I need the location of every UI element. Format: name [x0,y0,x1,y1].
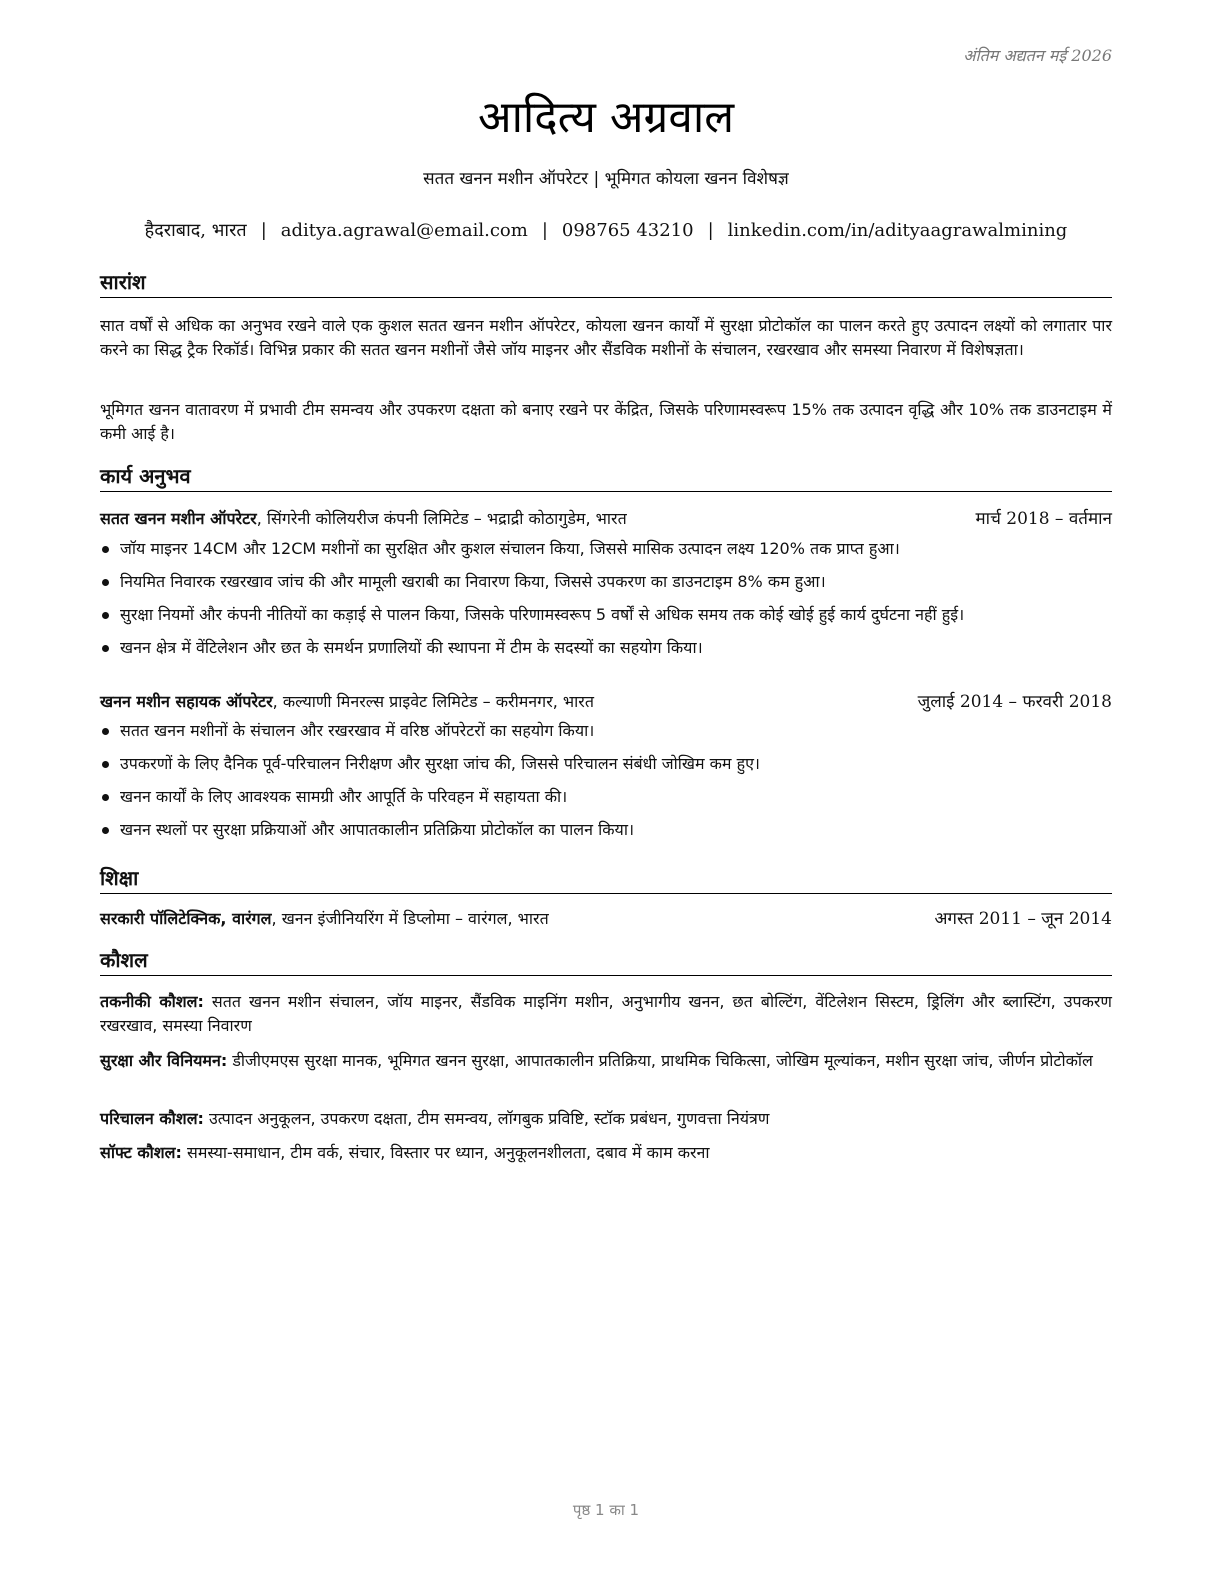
bullet-text: खनन स्थलों पर सुरक्षा प्रक्रियाओं और आपातकालीन प्रतिक्रिया प्रोटोकॉल का पालन किया। [120,820,635,839]
bullet-text: सुरक्षा नियमों और कंपनी नीतियों का कड़ाई से पालन किया, जिसके परिणामस्वरूप 5 वर्षों से अधिक समय तक कोई खोई हुई कार्य दुर्घटना नहीं हुई। [120,605,965,624]
bullet-text: खनन कार्यों के लिए आवश्यक सामग्री और आपूर्ति के परिवहन में सहायता की। [120,787,568,806]
candidate-name: आदित्य अग्रवाल [477,92,735,143]
job-role: सतत खनन मशीन ऑपरेटर [100,509,257,528]
skill-group-label: सुरक्षा और विनियमन: [100,1051,228,1070]
skill-group-text: समस्या-समाधान, टीम वर्क, संचार, विस्तार पर ध्यान, अनुकूलनशीलता, दबाव में काम करना [181,1143,710,1162]
summary-heading: सारांश [100,268,1112,298]
bullet-icon [102,612,109,619]
job-dates: मार्च 2018 – वर्तमान [975,509,1112,529]
job-company: , सिंगरेनी कोलियरीज कंपनी लिमिटेड – भद्राद्री कोठागुडेम, भारत [256,509,627,528]
bullet-icon [102,761,109,768]
skill-group-label: सॉफ्ट कौशल: [100,1143,182,1162]
education-heading: शिक्षा [100,864,1112,894]
bullet-icon [102,579,109,586]
job-bullet-list [100,536,1112,668]
bullet-icon [102,794,109,801]
experience-heading: कार्य अनुभव [100,462,1112,492]
job-company: , कल्याणी मिनरल्स प्राइवेट लिमिटेड – करीमनगर, भारत [272,692,594,711]
bullet-text: नियमित निवारक रखरखाव जांच की और मामूली खराबी का निवारण किया, जिससे उपकरण का डाउनटाइम 8% कम हुआ। [120,572,826,591]
skill-group-text: सतत खनन मशीन संचालन, जॉय माइनर, सैंडविक माइनिंग मशीन, अनुभागीय खनन, छत बोल्टिंग, वेंटिलेशन सिस्टम, ड्रिलिंग और ब्लास्टिंग, उपकरण रखरखाव, समस्या निवारण [100,992,1112,1035]
contact-separator: | [260,220,267,241]
skill-group-label: परिचालन कौशल: [100,1109,204,1128]
education-entry [100,906,1112,932]
skills-heading: कौशल [100,946,1112,976]
bullet-icon [102,728,109,735]
job-role: खनन मशीन सहायक ऑपरेटर [100,692,273,711]
skill-group [100,1107,1112,1131]
contact-linkedin[interactable]: linkedin.com/in/adityaagrawalmining [727,220,1068,241]
list-item [100,602,1112,635]
skill-group [100,990,1112,1038]
bullet-icon [102,827,109,834]
list-item [100,635,1112,668]
skill-group [100,1049,1112,1073]
contact-phone: 098765 43210 [561,220,694,241]
contact-line [100,218,1112,244]
contact-location: हैदराबाद, भारत [144,220,247,241]
headline: सतत खनन मशीन ऑपरेटर | भूमिगत कोयला खनन विशेषज्ञ [423,169,789,189]
bullet-text: खनन क्षेत्र में वेंटिलेशन और छत के समर्थन प्रणालियों की स्थापना में टीम के सदस्यों का सहयोग किया। [120,638,703,657]
contact-email[interactable]: aditya.agrawal@email.com [280,220,528,241]
bullet-icon [102,645,109,652]
job-header [100,506,1112,532]
skill-group-text: डीजीएमएस सुरक्षा मानक, भूमिगत खनन सुरक्षा, आपातकालीन प्रतिक्रिया, प्राथमिक चिकित्सा, जोखिम मूल्यांकन, मशीन सुरक्षा जांच, जीर्णन प्रोटोकॉल [227,1051,1093,1070]
list-item [100,569,1112,602]
list-item [100,751,1112,784]
contact-separator: | [707,220,714,241]
education-institution: सरकारी पॉलिटेक्निक, वारंगल [100,909,272,928]
education-dates: अगस्त 2011 – जून 2014 [934,909,1112,929]
bullet-icon [102,546,109,553]
job-bullet-list [100,718,1112,850]
page-number: पृष्ठ 1 का 1 [572,1501,640,1519]
job-header [100,689,1112,715]
skill-group-text: उत्पादन अनुकूलन, उपकरण दक्षता, टीम समन्वय, लॉगबुक प्रविष्टि, स्टॉक प्रबंधन, गुणवत्ता नियंत्रण [203,1109,770,1128]
list-item [100,817,1112,850]
bullet-text: सतत खनन मशीनों के संचालन और रखरखाव में वरिष्ठ ऑपरेटरों का सहयोग किया। [120,721,595,740]
job-dates: जुलाई 2014 – फरवरी 2018 [917,692,1112,712]
summary-paragraph-1: सात वर्षों से अधिक का अनुभव रखने वाले एक कुशल सतत खनन मशीन ऑपरेटर, कोयला खनन कार्यों में सुरक्षा प्रोटोकॉल का पालन करते हुए उत्पादन लक्ष्यों को लगातार पार करने का सिद्ध ट्रैक रिकॉर्ड। विभिन्न प्रकार की सतत खनन मशीनों जैसे जॉय माइनर और सैंडविक मशीनों के संचालन, रखरखाव और समस्या निवारण में विशेषज्ञता। [100,316,1112,359]
bullet-text: उपकरणों के लिए दैनिक पूर्व-परिचालन निरीक्षण और सुरक्षा जांच की, जिससे परिचालन संबंधी जोखिम कम हुए। [120,754,760,773]
list-item [100,718,1112,751]
resume-page [100,0,1112,1584]
skill-group [100,1141,1112,1165]
skill-group-label: तकनीकी कौशल: [100,992,204,1011]
education-detail: , खनन इंजीनियरिंग में डिप्लोमा – वारंगल, भारत [271,909,549,928]
list-item [100,784,1112,817]
summary-paragraph-2: भूमिगत खनन वातावरण में प्रभावी टीम समन्वय और उपकरण दक्षता को बनाए रखने पर केंद्रित, जिसके परिणामस्वरूप 15% तक उत्पादन वृद्धि और 10% तक डाउनटाइम में कमी आई है। [100,400,1112,443]
last-updated: अंतिम अद्यतन मई 2026 [963,46,1112,65]
list-item [100,536,1112,569]
bullet-text: जॉय माइनर 14CM और 12CM मशीनों का सुरक्षित और कुशल संचालन किया, जिससे मासिक उत्पादन लक्ष्य 120% तक प्राप्त हुआ। [120,539,900,558]
contact-separator: | [541,220,548,241]
